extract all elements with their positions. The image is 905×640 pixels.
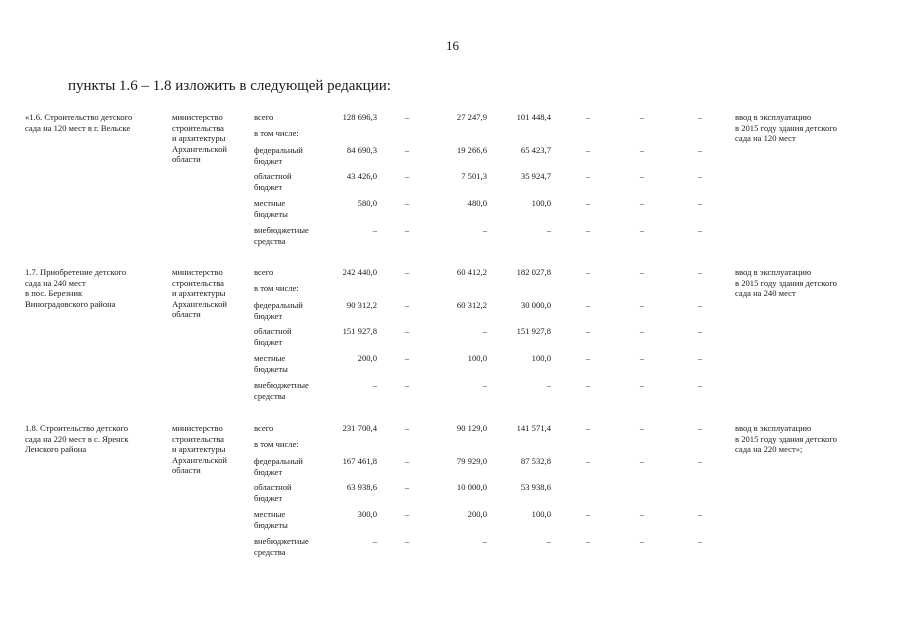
value-col-2: – <box>404 171 410 181</box>
funding-source-label: федеральный бюджет <box>254 456 303 477</box>
value-col-3: 100,0 <box>467 353 487 363</box>
value-total: – <box>372 380 377 390</box>
value-col-6: – <box>639 509 645 519</box>
value-col-6: – <box>639 326 645 336</box>
value-col-3: – <box>482 380 487 390</box>
funding-source-label: внебюджетные средства <box>254 225 309 246</box>
value-col-5: – <box>585 456 591 466</box>
value-col-3: 7 501,3 <box>461 171 487 181</box>
value-col-7: – <box>697 198 703 208</box>
value-col-4: – <box>546 225 551 235</box>
value-col-6: – <box>639 225 645 235</box>
value-total: – <box>372 536 377 546</box>
value-total: 63 938,6 <box>346 482 377 492</box>
funding-source-label: внебюджетные средства <box>254 380 309 401</box>
funding-source-label: областной бюджет <box>254 482 292 503</box>
value-total: – <box>372 225 377 235</box>
value-col-7: – <box>697 267 703 277</box>
funding-source-label: местные бюджеты <box>254 198 288 219</box>
value-col-7: – <box>697 353 703 363</box>
value-col-3: 10 000,0 <box>456 482 487 492</box>
measure-name: 1.8. Строительство детского сада на 220 мест в с. Яренск Ленского района <box>25 423 129 454</box>
value-col-2: – <box>404 380 410 390</box>
value-col-2: – <box>404 456 410 466</box>
funding-source-label: местные бюджеты <box>254 509 288 530</box>
funding-source-label: федеральный бюджет <box>254 300 303 321</box>
value-col-2: – <box>404 482 410 492</box>
value-col-4: 101 448,4 <box>516 112 551 122</box>
value-col-7: – <box>697 380 703 390</box>
value-col-6: – <box>639 300 645 310</box>
value-col-3: – <box>482 536 487 546</box>
value-col-6: – <box>639 145 645 155</box>
value-total: 84 690,3 <box>346 145 377 155</box>
value-col-6: – <box>639 456 645 466</box>
value-col-4: 35 924,7 <box>520 171 551 181</box>
value-col-5: – <box>585 112 591 122</box>
value-col-7: – <box>697 536 703 546</box>
expected-result: ввод в эксплуатацию в 2015 году здания детского сада на 240 мест <box>735 267 837 298</box>
value-col-3: 79 929,0 <box>456 456 487 466</box>
value-col-7: – <box>697 225 703 235</box>
value-col-4: 151 927,8 <box>516 326 551 336</box>
value-col-5: – <box>585 225 591 235</box>
funding-source-label: в том числе: <box>254 283 299 293</box>
value-col-4: – <box>546 536 551 546</box>
value-col-3: – <box>482 225 487 235</box>
value-col-6: – <box>639 267 645 277</box>
value-col-6: – <box>639 380 645 390</box>
value-total: 200,0 <box>357 353 377 363</box>
value-col-7: – <box>697 456 703 466</box>
funding-source-label: областной бюджет <box>254 326 292 347</box>
funding-source-label: в том числе: <box>254 439 299 449</box>
value-col-2: – <box>404 536 410 546</box>
value-col-3: 19 266,6 <box>456 145 487 155</box>
value-col-4: 100,0 <box>531 353 551 363</box>
value-total: 128 696,3 <box>342 112 377 122</box>
value-col-3: 60 312,2 <box>456 300 487 310</box>
value-col-3: 90 129,0 <box>456 423 487 433</box>
funding-source-label: всего <box>254 267 274 277</box>
value-total: 300,0 <box>357 509 377 519</box>
page-number: 16 <box>446 38 459 53</box>
value-col-7: – <box>697 112 703 122</box>
value-col-2: – <box>404 267 410 277</box>
value-col-5: – <box>585 198 591 208</box>
value-col-6: – <box>639 198 645 208</box>
value-col-7: – <box>697 300 703 310</box>
measure-name: 1.7. Приобретение детского сада на 240 мест в пос. Березник Виноградовского района <box>25 267 127 309</box>
value-col-2: – <box>404 145 410 155</box>
value-col-3: – <box>482 326 487 336</box>
value-col-2: – <box>404 509 410 519</box>
responsible-org: министерство строительства и архитектуры Архангельской области <box>172 267 227 319</box>
value-col-4: 65 423,7 <box>520 145 551 155</box>
value-col-5: – <box>585 326 591 336</box>
value-col-5: – <box>585 300 591 310</box>
value-total: 151 927,8 <box>342 326 377 336</box>
value-col-4: 100,0 <box>531 509 551 519</box>
funding-source-label: в том числе: <box>254 128 299 138</box>
funding-source-label: областной бюджет <box>254 171 292 192</box>
value-col-6: – <box>639 112 645 122</box>
value-total: 580,0 <box>357 198 377 208</box>
value-col-4: 141 571,4 <box>516 423 551 433</box>
value-col-5: – <box>585 423 591 433</box>
value-total: 231 700,4 <box>342 423 377 433</box>
page-heading: пункты 1.6 – 1.8 изложить в следующей редакции: <box>68 78 391 94</box>
value-col-2: – <box>404 423 410 433</box>
value-col-7: – <box>697 145 703 155</box>
funding-source-label: всего <box>254 423 274 433</box>
value-col-3: 480,0 <box>467 198 487 208</box>
funding-source-label: внебюджетные средства <box>254 536 309 557</box>
value-col-7: – <box>697 423 703 433</box>
value-col-2: – <box>404 198 410 208</box>
funding-source-label: федеральный бюджет <box>254 145 303 166</box>
value-col-2: – <box>404 225 410 235</box>
value-col-6: – <box>639 171 645 181</box>
funding-source-label: местные бюджеты <box>254 353 288 374</box>
value-col-6: – <box>639 353 645 363</box>
value-col-6: – <box>639 536 645 546</box>
value-col-5: – <box>585 145 591 155</box>
value-col-7: – <box>697 171 703 181</box>
value-col-5: – <box>585 380 591 390</box>
value-col-4: 30 000,0 <box>520 300 551 310</box>
value-col-3: 60 412,2 <box>456 267 487 277</box>
responsible-org: министерство строительства и архитектуры Архангельской области <box>172 112 227 164</box>
value-col-5: – <box>585 536 591 546</box>
value-col-7: – <box>697 509 703 519</box>
value-col-3: 27 247,9 <box>456 112 487 122</box>
value-col-5: – <box>585 267 591 277</box>
value-col-2: – <box>404 353 410 363</box>
value-col-7: – <box>697 326 703 336</box>
expected-result: ввод в эксплуатацию в 2015 году здания детского сада на 220 мест»; <box>735 423 837 454</box>
value-col-4: – <box>546 380 551 390</box>
value-col-3: 200,0 <box>467 509 487 519</box>
value-col-2: – <box>404 112 410 122</box>
value-col-5: – <box>585 509 591 519</box>
responsible-org: министерство строительства и архитектуры Архангельской области <box>172 423 227 475</box>
value-col-4: 182 027,8 <box>516 267 551 277</box>
value-col-6: – <box>639 423 645 433</box>
value-col-4: 87 532,8 <box>520 456 551 466</box>
value-col-4: 53 938,6 <box>520 482 551 492</box>
expected-result: ввод в эксплуатацию в 2015 году здания детского сада на 120 мест <box>735 112 837 143</box>
value-col-2: – <box>404 300 410 310</box>
value-total: 90 312,2 <box>346 300 377 310</box>
value-col-4: 100,0 <box>531 198 551 208</box>
value-col-5: – <box>585 171 591 181</box>
funding-source-label: всего <box>254 112 274 122</box>
value-total: 167 461,8 <box>342 456 377 466</box>
value-col-5: – <box>585 353 591 363</box>
measure-name: «1.6. Строительство детского сада на 120 мест в г. Вельске <box>25 112 133 133</box>
value-col-2: – <box>404 326 410 336</box>
value-total: 242 440,0 <box>342 267 377 277</box>
value-total: 43 426,0 <box>346 171 377 181</box>
